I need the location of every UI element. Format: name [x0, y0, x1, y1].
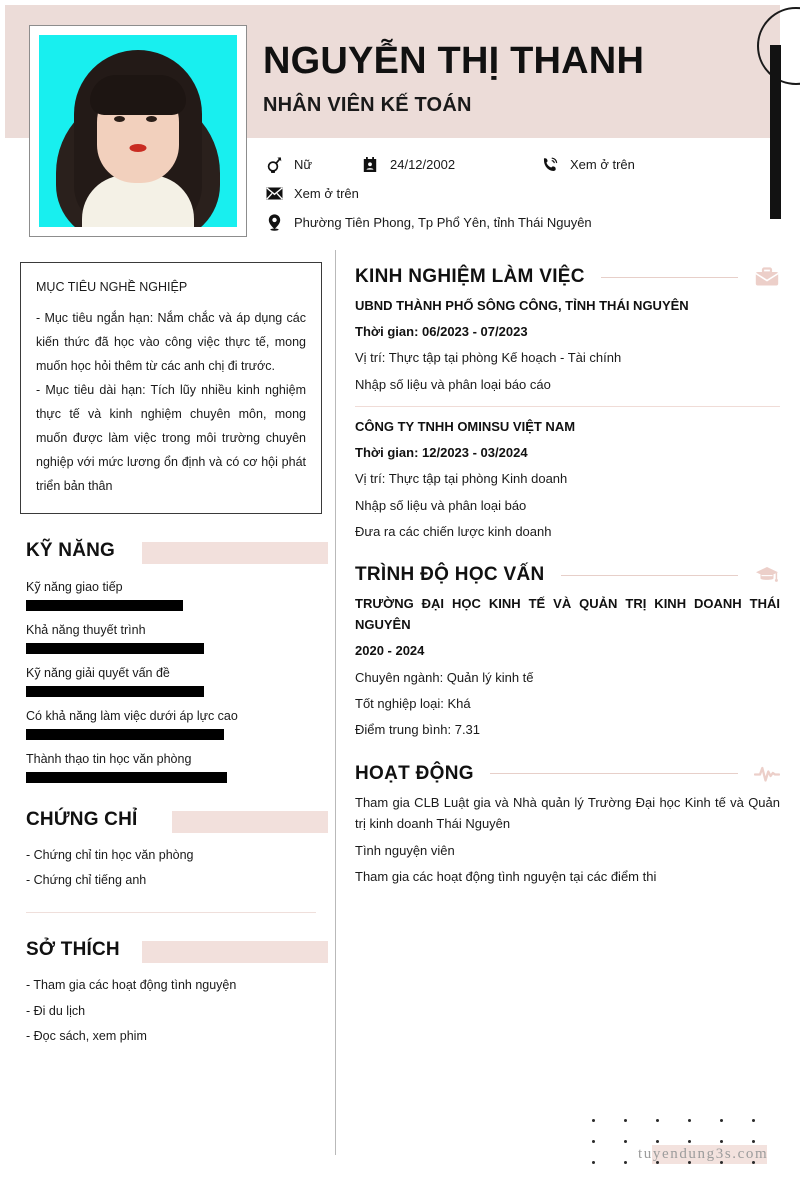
activities-lines [355, 792, 780, 888]
skills-heading [26, 540, 322, 568]
objective-title: MỤC TIÊU NGHỀ NGHIỆP [36, 280, 188, 294]
contact-gender-value: Nữ [294, 157, 313, 172]
experience-separator [355, 406, 780, 407]
contact-row-1 [263, 150, 763, 179]
education-heading-label: TRÌNH ĐỘ HỌC VẤN [355, 564, 545, 586]
briefcase-icon [754, 267, 780, 288]
portrait-fringe [90, 75, 186, 115]
contact-row-2 [263, 179, 763, 208]
skills-list [20, 580, 322, 783]
certificates-heading [26, 809, 322, 837]
experience-detail: Nhập số liệu và phân loại báo cáo [355, 376, 551, 392]
contact-gender [263, 156, 359, 173]
main-content [355, 266, 780, 888]
contact-email-value: Xem ở trên [294, 186, 359, 201]
contact-address-value: Phường Tiên Phong, Tp Phổ Yên, tỉnh Thái Nguyên [294, 215, 592, 230]
list-item: - Chứng chỉ tiếng anh [26, 873, 147, 888]
skill-bar [26, 686, 204, 697]
education-heading [355, 564, 780, 586]
education-lines [355, 667, 780, 741]
list-item: - Đi du lịch [26, 1003, 86, 1018]
objective-section [20, 262, 322, 514]
contact-address [263, 214, 592, 231]
experience-detail: Đưa ra các chiến lược kinh doanh [355, 523, 552, 539]
experience-detail: Vị trí: Thực tập tại phòng Kinh doanh [355, 471, 568, 487]
calendar-icon [359, 157, 381, 173]
contact-row-3 [263, 208, 763, 237]
activity-detail: Tham gia các hoạt động tình nguyện tại các điểm thi [355, 869, 657, 885]
activity-detail: Tình nguyện viên [355, 842, 455, 858]
experience-detail: Nhập số liệu và phân loại báo [355, 497, 527, 513]
job-title: NHÂN VIÊN KẾ TOÁN [263, 94, 472, 116]
skills-heading-label: KỸ NĂNG [26, 540, 123, 562]
sidebar [20, 262, 322, 1050]
certificates-list [26, 843, 322, 894]
contact-dob-value: 24/12/2002 [390, 157, 456, 172]
skill-item [26, 709, 322, 740]
experience-org: UBND THÀNH PHỐ SÔNG CÔNG, TỈNH THÁI NGUYÊN [355, 298, 689, 313]
avatar [29, 25, 247, 237]
contact-info [263, 150, 763, 237]
skill-item [26, 580, 322, 611]
hobbies-heading-label: SỞ THÍCH [26, 939, 128, 961]
contact-dob [359, 157, 539, 173]
column-divider [335, 250, 336, 1155]
experience-detail: Vị trí: Thực tập tại phòng Kế hoạch - Tài chính [355, 350, 622, 366]
gender-icon [263, 156, 285, 173]
skill-bar [26, 643, 204, 654]
heading-swatch [172, 811, 328, 833]
heading-rule [490, 773, 738, 774]
watermark-text: tuyendung3s.com [638, 1146, 769, 1162]
portrait-eye-right [146, 116, 157, 122]
experience-time: Thời gian: 06/2023 - 07/2023 [355, 324, 528, 340]
objective-short-term: - Mục tiêu ngắn hạn: Nắm chắc và áp dụng các kiến thức đã học vào công việc thực tế, mong muốn học hỏi thêm từ các anh chị đi trước. [36, 310, 306, 373]
skill-bar [26, 772, 227, 783]
education-detail: Chuyên ngành: Quản lý kinh tế [355, 669, 534, 685]
portrait-photo [39, 35, 237, 227]
skill-bar [26, 600, 183, 611]
experience-org: CÔNG TY TNHH OMINSU VIỆT NAM [355, 418, 576, 434]
heading-rule [561, 575, 738, 576]
list-item: - Tham gia các hoạt động tình nguyện [26, 978, 237, 992]
education-detail: Điểm trung bình: 7.31 [355, 722, 481, 738]
contact-email[interactable] [263, 186, 359, 201]
education-years: 2020 - 2024 [355, 643, 425, 659]
skill-item [26, 623, 322, 654]
decorative-vertical-bar [770, 45, 781, 219]
skill-label: Khả năng thuyết trình [26, 622, 146, 637]
education-detail: Tốt nghiệp loại: Khá [355, 695, 471, 711]
location-pin-icon [263, 214, 285, 231]
experience-item [355, 295, 780, 395]
skill-label: Kỹ năng giao tiếp [26, 579, 123, 594]
heading-swatch [142, 941, 328, 963]
list-item: - Chứng chỉ tin học văn phòng [26, 847, 194, 862]
activities-section [355, 763, 780, 888]
graduation-cap-icon [754, 565, 780, 585]
sidebar-separator [26, 912, 316, 913]
heading-rule [601, 277, 738, 278]
experience-heading [355, 266, 780, 288]
skill-item [26, 752, 322, 783]
activities-heading [355, 763, 780, 785]
skill-label: Kỹ năng giải quyết vấn đề [26, 665, 170, 680]
experience-heading-label: KINH NGHIỆM LÀM VIỆC [355, 266, 585, 287]
experience-list [355, 295, 780, 542]
envelope-icon [263, 187, 285, 200]
skill-label: Thành thạo tin học văn phòng [26, 751, 192, 766]
page-title: NGUYỄN THỊ THANH [263, 40, 645, 82]
contact-phone-value: Xem ở trên [570, 157, 635, 172]
name-block [263, 42, 644, 117]
skill-label: Có khả năng làm việc dưới áp lực cao [26, 708, 238, 723]
certificates-heading-label: CHỨNG CHỈ [26, 809, 146, 831]
heading-swatch [142, 542, 328, 564]
education-school: TRƯỜNG ĐẠI HỌC KINH TẾ VÀ QUẢN TRỊ KINH DOANH THÁI NGUYÊN [355, 596, 780, 633]
list-item: - Đọc sách, xem phim [26, 1029, 147, 1044]
activities-heading-label: HOẠT ĐỘNG [355, 762, 474, 784]
education-section [355, 564, 780, 740]
activity-detail: Tham gia CLB Luật gia và Nhà quản lý Trường Đại học Kinh tế và Quản trị kinh doanh Thái Nguyên [355, 794, 780, 832]
contact-phone[interactable] [539, 157, 635, 173]
hobbies-list [26, 973, 322, 1050]
skill-bar [26, 729, 224, 740]
portrait-eye-left [114, 116, 125, 122]
experience-item [355, 416, 780, 542]
skill-item [26, 666, 322, 697]
pulse-icon [754, 765, 780, 783]
hobbies-heading [26, 939, 322, 967]
objective-long-term: - Mục tiêu dài hạn: Tích lũy nhiều kinh nghiệm thực tế và kinh nghiệm chuyên môn, mong muốn được làm việc trong môi trường chuyên nghiệp với mức lương ổn định và có cơ hội phát triển bản thân [36, 382, 306, 493]
experience-time: Thời gian: 12/2023 - 03/2024 [355, 445, 528, 461]
phone-icon [539, 157, 561, 173]
portrait-lips [130, 144, 147, 152]
